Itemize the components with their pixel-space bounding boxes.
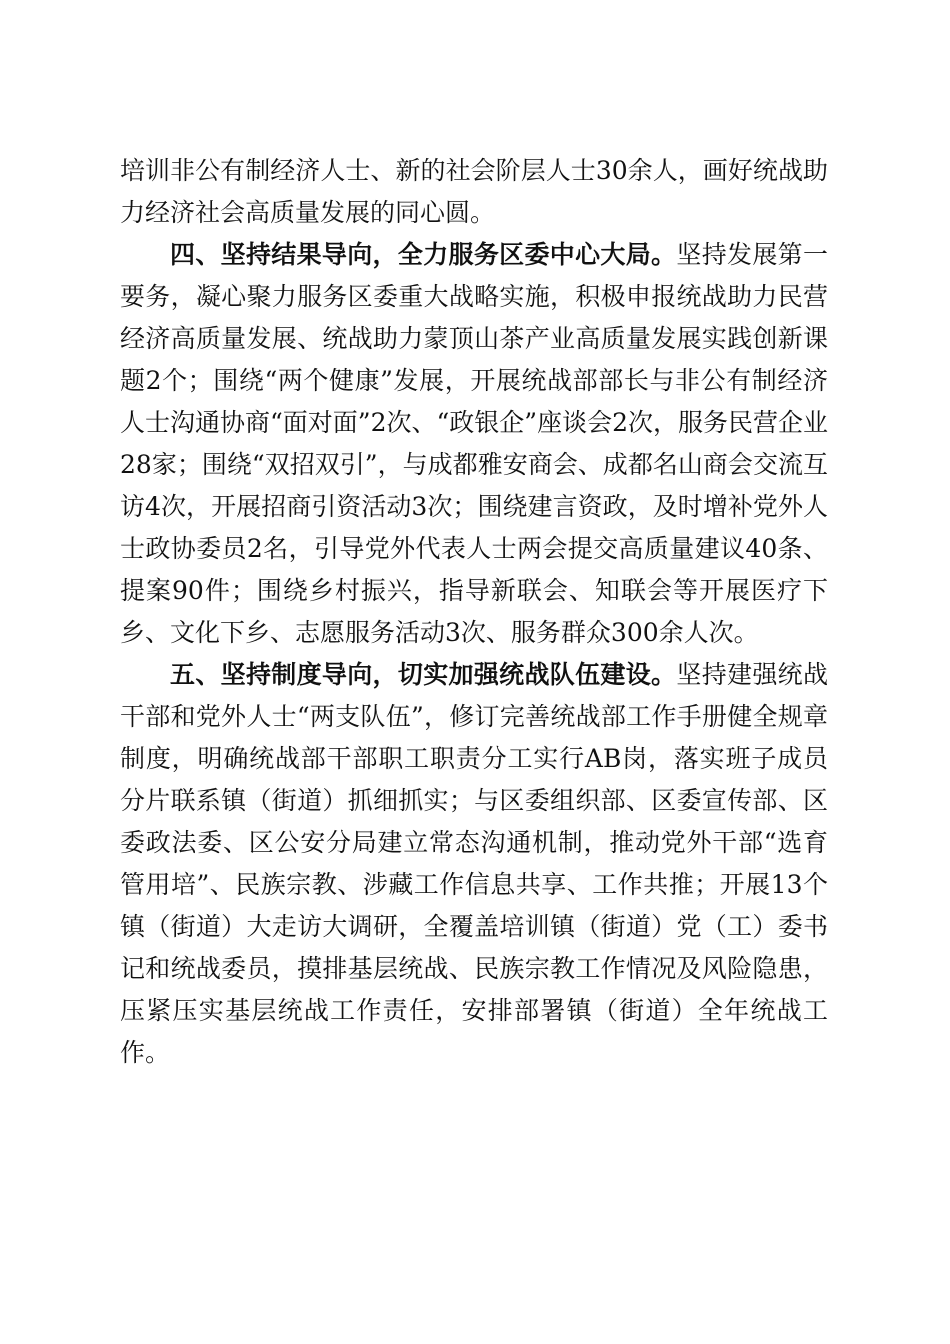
section-five-heading: 五、坚持制度导向，切实加强统战队伍建设。 [170,660,677,689]
paragraph-section-five [120,654,828,1074]
document-body [120,150,828,1074]
paragraph-section-four [120,234,828,654]
section-four-text: 坚持发展第一要务，凝心聚力服务区委重大战略实施，积极申报统战助力民营经济高质量发展、统战助力蒙顶山茶产业高质量发展实践创新课题2个；围绕“两个健康”发展，开展统战部部长与非公有制经济人士沟通协商“面对面”2次、“政银企”座谈会2次，服务民营企业28家；围绕“双招双引”，与成都雅安商会、成都名山商会交流互访4次，开展招商引资活动3次；围绕建言资政，及时增补党外人士政协委员2名，引导党外代表人士两会提交高质量建议40条、提案90件；围绕乡村振兴，指导新联会、知联会等开展医疗下乡、文化下乡、志愿服务活动3次、服务群众300余人次。 [120,240,828,647]
paragraph-1-text: 培训非公有制经济人士、新的社会阶层人士30余人，画好统战助力经济社会高质量发展的同心圆。 [120,156,828,227]
paragraph-continuation [120,150,828,234]
section-four-heading: 四、坚持结果导向，全力服务区委中心大局。 [170,240,677,269]
section-five-text: 坚持建强统战干部和党外人士“两支队伍”，修订完善统战部工作手册健全规章制度，明确统战部干部职工职责分工实行AB岗，落实班子成员分片联系镇（街道）抓细抓实；与区委组织部、区委宣传部、区委政法委、区公安分局建立常态沟通机制，推动党外干部“选育管用培”、民族宗教、涉藏工作信息共享、工作共推；开展13个镇（街道）大走访大调研，全覆盖培训镇（街道）党（工）委书记和统战委员，摸排基层统战、民族宗教工作情况及风险隐患，压紧压实基层统战工作责任，安排部署镇（街道）全年统战工作。 [120,660,828,1067]
